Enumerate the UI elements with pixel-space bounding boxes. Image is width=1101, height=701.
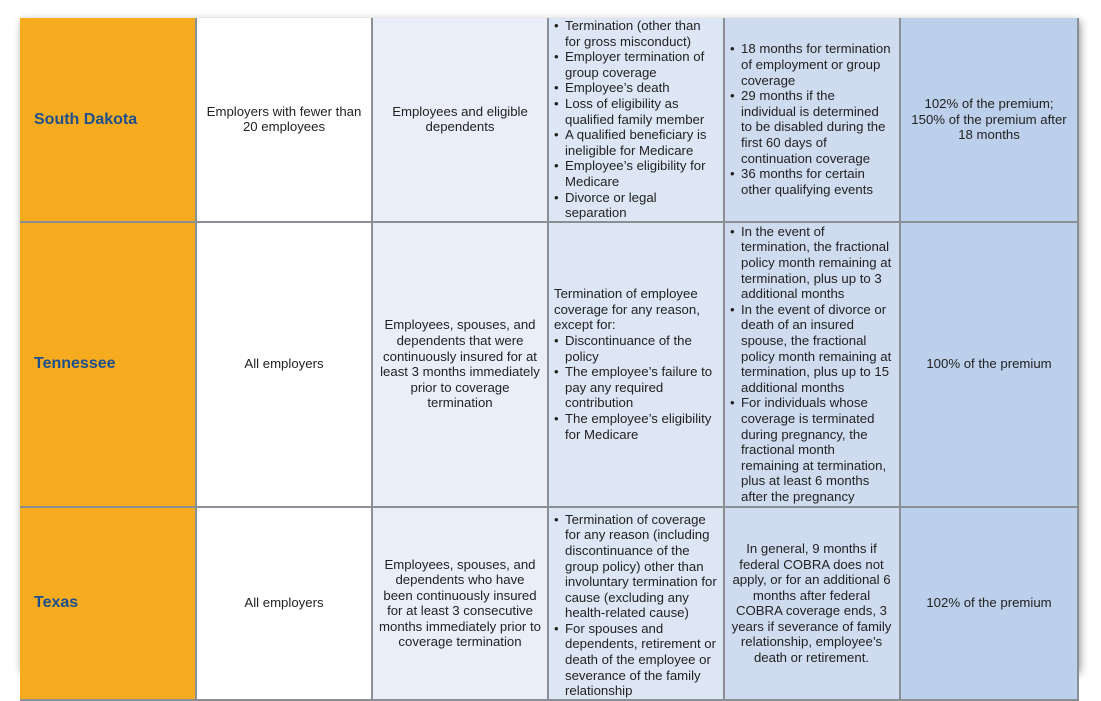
employers-cell: All employers bbox=[196, 222, 372, 507]
list-item: • For spouses and dependents, retirement or death of the employee or severance of the family relationship bbox=[554, 621, 717, 699]
list-item: • The employee’s failure to pay any required contribution bbox=[554, 364, 717, 411]
state-name: Texas bbox=[20, 507, 196, 700]
qualifying-events-list bbox=[554, 512, 717, 699]
qualifying-events-list bbox=[554, 18, 717, 221]
state-name: South Dakota bbox=[20, 18, 196, 222]
state-name: Tennessee bbox=[20, 222, 196, 507]
list-item: • Employer termination of group coverage bbox=[554, 49, 717, 80]
list-item: • 29 months if the individual is determined to be disabled during the first 60 days of continuation coverage bbox=[730, 88, 893, 166]
list-item: • Employee’s death bbox=[554, 80, 717, 96]
eligible-persons-cell: Employees and eligible dependents bbox=[372, 18, 548, 222]
qualifying-events-cell bbox=[548, 507, 724, 700]
qualifying-events-cell bbox=[548, 18, 724, 222]
premium-cost-cell: 100% of the premium bbox=[900, 222, 1078, 507]
table-row-texas bbox=[20, 507, 1078, 700]
list-item: • For individuals whose coverage is terminated during pregnancy, the fractional month remaining at termination, plus at least 6 months after the pregnancy bbox=[730, 395, 893, 504]
list-item: • Loss of eligibility as qualified family member bbox=[554, 96, 717, 127]
qualifying-events-list bbox=[554, 333, 717, 442]
table-row-south-dakota bbox=[20, 18, 1078, 222]
duration-cell bbox=[724, 18, 900, 222]
list-item: • In the event of termination, the fractional policy month remaining at termination, plus up to 3 additional months bbox=[730, 224, 893, 302]
eligible-persons-cell: Employees, spouses, and dependents who have been continuously insured for at least 3 consecutive months immediately prior to coverage termination bbox=[372, 507, 548, 700]
duration-list bbox=[730, 224, 893, 505]
list-item: • Divorce or legal separation bbox=[554, 190, 717, 221]
premium-cost-cell: 102% of the premium bbox=[900, 507, 1078, 700]
table-row-tennessee bbox=[20, 222, 1078, 507]
eligible-persons-cell: Employees, spouses, and dependents that were continuously insured for at least 3 months immediately prior to coverage termination bbox=[372, 222, 548, 507]
list-item: • Employee’s eligibility for Medicare bbox=[554, 158, 717, 189]
qualifying-events-intro: Termination of employee coverage for any reason, except for: bbox=[554, 286, 700, 333]
list-item: • A qualified beneficiary is ineligible for Medicare bbox=[554, 127, 717, 158]
list-item: • The employee’s eligibility for Medicare bbox=[554, 411, 717, 442]
duration-list bbox=[730, 41, 893, 197]
list-item: • Termination (other than for gross misconduct) bbox=[554, 18, 717, 49]
duration-cell bbox=[724, 222, 900, 507]
qualifying-events-cell bbox=[548, 222, 724, 507]
state-continuation-table bbox=[20, 18, 1079, 701]
list-item: • 36 months for certain other qualifying events bbox=[730, 166, 893, 197]
duration-cell: In general, 9 months if federal COBRA does not apply, or for an additional 6 months after federal COBRA coverage ends, 3 years if severance of family relationship, employee’s death or retirement. bbox=[724, 507, 900, 700]
premium-cost-cell: 102% of the premium; 150% of the premium after 18 months bbox=[900, 18, 1078, 222]
employers-cell: All employers bbox=[196, 507, 372, 700]
list-item: • Discontinuance of the policy bbox=[554, 333, 717, 364]
list-item: • In the event of divorce or death of an insured spouse, the fractional policy month remaining at termination, plus up to 15 additional months bbox=[730, 302, 893, 396]
list-item: • Termination of coverage for any reason (including discontinuance of the group policy) other than involuntary termination for cause (excluding any health-related cause) bbox=[554, 512, 717, 621]
page bbox=[20, 18, 1078, 699]
list-item: • 18 months for termination of employment or group coverage bbox=[730, 41, 893, 88]
employers-cell: Employers with fewer than 20 employees bbox=[196, 18, 372, 222]
